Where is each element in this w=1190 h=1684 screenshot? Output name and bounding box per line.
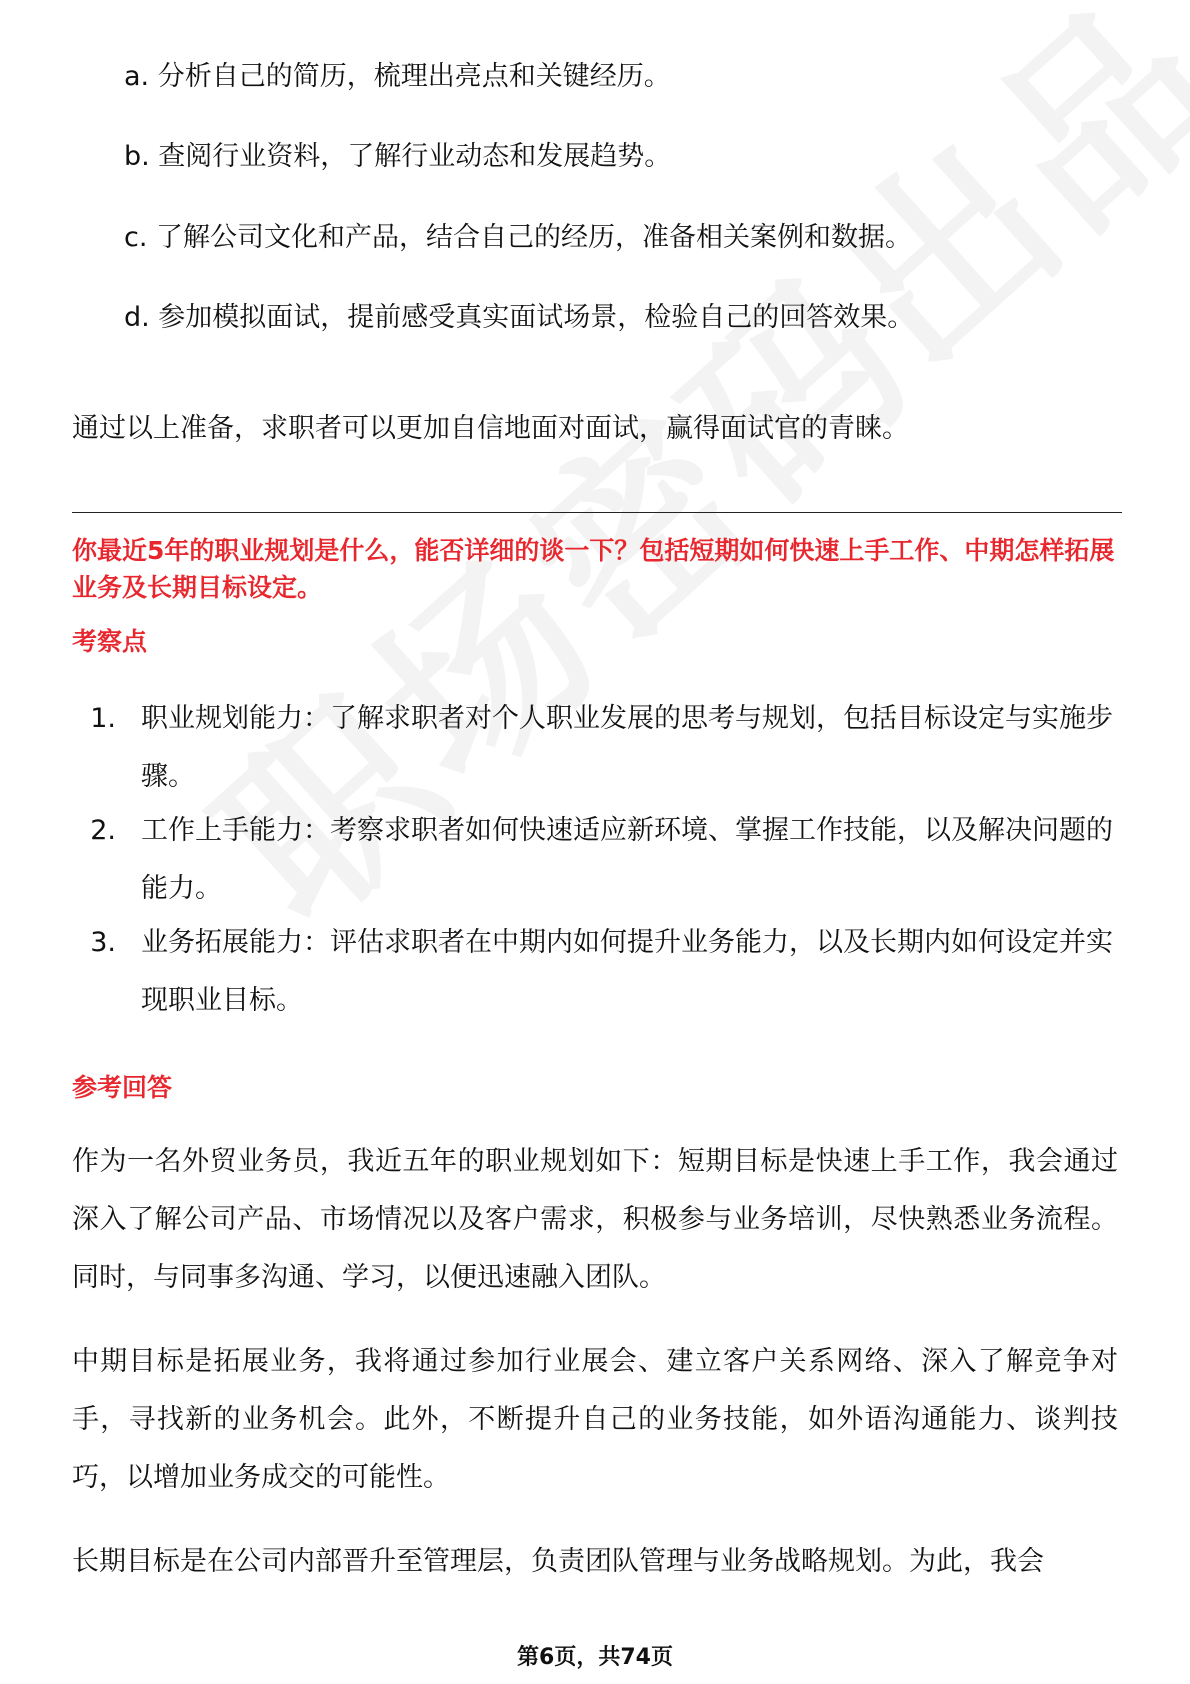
- item-text: 工作上手能力：考察求职者如何快速适应新环境、掌握工作技能，以及解决问题的能力。: [141, 815, 1113, 904]
- answer-title: 参考回答: [72, 1073, 173, 1102]
- assessment-item: [86, 802, 1121, 918]
- answer-paragraph: 长期目标是在公司内部晋升至管理层，负责团队管理与业务战略规划。为此，我会: [72, 1546, 1044, 1577]
- item-text: 业务拓展能力：评估求职者在中期内如何提升业务能力，以及长期内如何设定并实现职业目标。: [141, 927, 1113, 1016]
- prep-item-c: c. 了解公司文化和产品，结合自己的经历，准备相关案例和数据。: [124, 222, 913, 253]
- answer-paragraph: 中期目标是拓展业务，我将通过参加行业展会、建立客户关系网络、深入了解竞争对手，寻找新的业务机会。此外，不断提升自己的业务技能，如外语沟通能力、谈判技巧，以增加业务成交的可能性。: [72, 1346, 1118, 1493]
- item-text: 职业规划能力：了解求职者对个人职业发展的思考与规划，包括目标设定与实施步骤。: [141, 703, 1113, 792]
- answer-paragraph: 作为一名外贸业务员，我近五年的职业规划如下：短期目标是快速上手工作，我会通过深入了解公司产品、市场情况以及客户需求，积极参与业务培训，尽快熟悉业务流程。同时，与同事多沟通、学习，以便迅速融入团队。: [72, 1146, 1118, 1293]
- prep-item-a: a. 分析自己的简历，梳理出亮点和关键经历。: [124, 61, 671, 92]
- item-number: 1.: [90, 703, 116, 734]
- interview-question: 你最近5年的职业规划是什么，能否详细的谈一下？包括短期如何快速上手工作、中期怎样拓展业务及长期目标设定。: [72, 536, 1115, 602]
- page-footer: 第6页，共74页: [517, 1645, 673, 1670]
- assessment-item: [86, 914, 1121, 1030]
- prep-item-d: d. 参加模拟面试，提前感受真实面试场景，检验自己的回答效果。: [124, 302, 915, 333]
- section-divider: [72, 512, 1122, 513]
- item-number: 3.: [90, 927, 116, 958]
- assessment-item: [86, 690, 1121, 806]
- prep-item-b: b. 查阅行业资料，了解行业动态和发展趋势。: [124, 141, 672, 172]
- assessment-title: 考察点: [72, 627, 148, 656]
- item-number: 2.: [90, 815, 116, 846]
- prep-summary: 通过以上准备，求职者可以更加自信地面对面试，赢得面试官的青睐。: [72, 413, 909, 444]
